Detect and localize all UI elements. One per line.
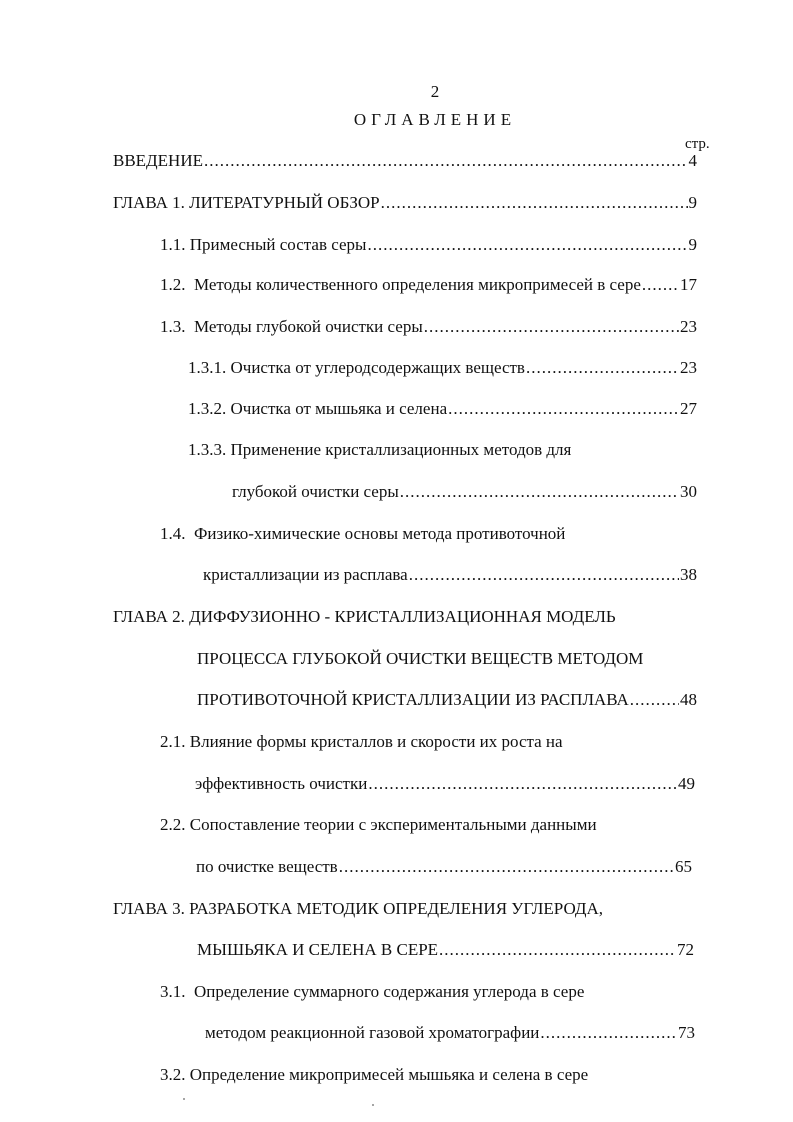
- dot-leader: [630, 689, 679, 711]
- toc-entry-page: 27: [680, 399, 697, 418]
- toc-entry-1-1: [160, 234, 697, 256]
- page-column-label: стр.: [685, 136, 710, 152]
- scan-speck: [183, 1098, 185, 1100]
- toc-entry-chapter-2-line-2: ПРОЦЕССА ГЛУБОКОЙ ОЧИСТКИ ВЕЩЕСТВ МЕТОДОМ: [197, 649, 644, 668]
- toc-entry-page: 72: [677, 940, 694, 959]
- dot-leader: [204, 150, 688, 172]
- toc-entry-2-2: [196, 856, 692, 878]
- toc-entry-1-3: [160, 316, 697, 338]
- toc-entry-3-1-line-1: 3.1. Определение суммарного содержания углерода в сере: [160, 982, 585, 1001]
- toc-entry-chapter-2: [197, 689, 697, 711]
- toc-entry-1-3-2: [188, 398, 697, 420]
- toc-entry-chapter-3: [197, 939, 694, 961]
- toc-entry-text: методом реакционной газовой хроматографии: [205, 1023, 540, 1042]
- dot-leader: [448, 398, 679, 420]
- toc-entry-1-3-3-line-1: 1.3.3. Применение кристаллизационных методов для: [188, 440, 572, 459]
- dot-leader: [339, 856, 674, 878]
- toc-entry-text: 1.3.2. Очистка от мышьяка и селена: [188, 399, 448, 418]
- toc-entry-text: ГЛАВА 1. ЛИТЕРАТУРНЫЙ ОБЗОР: [113, 193, 380, 212]
- toc-entry-page: 4: [688, 151, 697, 170]
- toc-entry-text: 1.3.1. Очистка от углеродсодержащих веществ: [188, 358, 525, 377]
- toc-entry-text: ПРОТИВОТОЧНОЙ КРИСТАЛЛИЗАЦИИ ИЗ РАСПЛАВА: [197, 690, 629, 709]
- toc-entry-chapter-2-line-1: ГЛАВА 2. ДИФФУЗИОННО - КРИСТАЛЛИЗАЦИОННАЯ МОДЕЛЬ: [113, 607, 616, 626]
- toc-entry-page: 38: [680, 565, 697, 584]
- toc-entry-chapter-1: [113, 192, 697, 214]
- dot-leader: [400, 481, 679, 503]
- toc-entry-page: 73: [678, 1023, 695, 1042]
- dot-leader: [381, 192, 688, 214]
- toc-entry-1-4-line-1: 1.4. Физико-химические основы метода противоточной: [160, 524, 566, 543]
- toc-entry-chapter-3-line-1: ГЛАВА 3. РАЗРАБОТКА МЕТОДИК ОПРЕДЕЛЕНИЯ УГЛЕРОДА,: [113, 899, 604, 918]
- dot-leader: [439, 939, 676, 961]
- dot-leader: [540, 1022, 677, 1044]
- toc-entry-3-1: [205, 1022, 695, 1044]
- toc-entry-text: ВВЕДЕНИЕ: [113, 151, 203, 170]
- toc-entry-page: 49: [678, 774, 695, 793]
- dot-leader: [424, 316, 679, 338]
- toc-entry-page: 23: [680, 317, 697, 336]
- toc-entry-page: 17: [680, 275, 697, 294]
- toc-entry-page: 30: [680, 482, 697, 501]
- toc-entry-text: МЫШЬЯКА И СЕЛЕНА В СЕРЕ: [197, 940, 439, 959]
- dot-leader: [409, 564, 679, 586]
- page-number: 2: [430, 82, 440, 101]
- toc-entry-text: глубокой очистки серы: [232, 482, 399, 501]
- toc-entry-page: 9: [688, 235, 697, 254]
- toc-entry-text: 1.3. Методы глубокой очистки серы: [160, 317, 423, 336]
- toc-entry-page: 48: [680, 690, 697, 709]
- toc-entry-1-4: [203, 564, 697, 586]
- toc-entry-text: кристаллизации из расплава: [203, 565, 408, 584]
- dot-leader: [367, 234, 687, 256]
- toc-entry-page: 9: [688, 193, 697, 212]
- dot-leader: [368, 773, 677, 795]
- toc-entry-text: эффективность очистки: [195, 774, 368, 793]
- toc-entry-1-2: [160, 274, 697, 296]
- toc-entry-text: 1.1. Примесный состав серы: [160, 235, 367, 254]
- toc-entry-page: 65: [675, 857, 692, 876]
- toc-entry-1-3-1: [188, 357, 697, 379]
- dot-leader: [642, 274, 679, 296]
- toc-entry-page: 23: [680, 358, 697, 377]
- toc-entry-2-1: [195, 773, 695, 795]
- toc-entry-3-2-line-1: 3.2. Определение микропримесей мышьяка и селена в сере: [160, 1065, 589, 1084]
- toc-entry-2-2-line-1: 2.2. Сопоставление теории с экспериментальными данными: [160, 815, 597, 834]
- toc-entry-1-3-3: [232, 481, 697, 503]
- scan-speck: [372, 1104, 374, 1106]
- toc-entry-text: 1.2. Методы количественного определения микропримесей в сере: [160, 275, 641, 294]
- toc-entry-2-1-line-1: 2.1. Влияние формы кристаллов и скорости их роста на: [160, 732, 563, 751]
- page-title: ОГЛАВЛЕНИЕ: [353, 110, 517, 129]
- dot-leader: [526, 357, 679, 379]
- toc-entry-intro: [113, 150, 697, 172]
- toc-entry-text: по очистке веществ: [196, 857, 338, 876]
